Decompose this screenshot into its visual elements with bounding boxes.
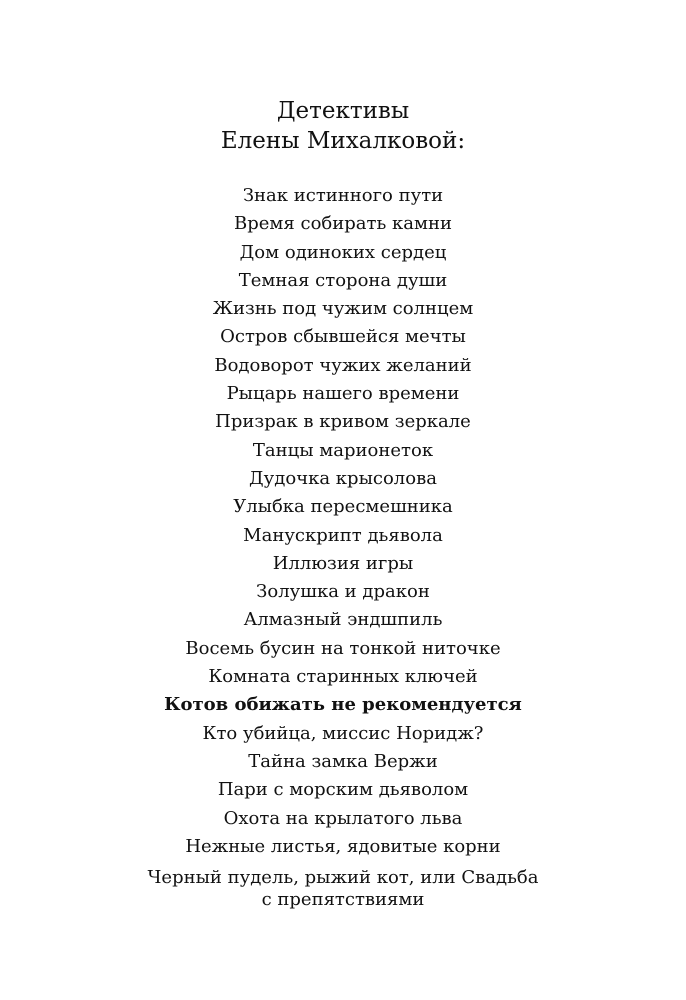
book-title: Призрак в кривом зеркале: [215, 411, 471, 433]
book-title: Котов обижать не рекомендуется: [164, 694, 522, 716]
book-title: Кто убийца, миссис Норидж?: [202, 722, 484, 744]
book-title: Комната старинных ключей: [208, 666, 478, 688]
book-title: Пари с морским дьяволом: [217, 779, 469, 801]
book-title-list: [0, 182, 686, 861]
page-heading: [0, 96, 686, 156]
book-title: Танцы марионеток: [252, 439, 434, 461]
book-title: Время собирать камни: [234, 213, 452, 235]
book-title: Дом одиноких сердец: [239, 241, 447, 263]
book-title-line-2: с препятствиями: [261, 889, 425, 910]
book-title: Остров сбывшейся мечты: [220, 326, 466, 348]
book-title: Знак истинного пути: [242, 185, 444, 206]
book-title-multiline: [0, 867, 686, 911]
book-title: Охота на крылатого льва: [223, 807, 463, 829]
book-title: Манускрипт дьявола: [243, 524, 443, 546]
book-title: Иллюзия игры: [272, 552, 414, 574]
book-title: Золушка и дракон: [256, 581, 430, 603]
book-title: Водоворот чужих желаний: [214, 354, 472, 376]
book-title: Темная сторона души: [238, 269, 448, 291]
heading-line-1: Детективы: [276, 98, 410, 124]
book-title: Восемь бусин на тонкой ниточке: [185, 637, 501, 659]
book-title: Рыцарь нашего времени: [226, 383, 460, 405]
book-title-line-1: Черный пудель, рыжий кот, или Свадьба: [147, 867, 539, 888]
book-title: Тайна замка Вержи: [248, 750, 438, 772]
book-title: Дудочка крысолова: [249, 467, 437, 489]
book-title: Улыбка пересмешника: [233, 496, 453, 518]
book-title: Нежные листья, ядовитые корни: [185, 835, 501, 857]
heading-line-2: Елены Михалковой:: [220, 128, 466, 154]
book-title: Жизнь под чужим солнцем: [212, 298, 474, 320]
book-title: Алмазный эндшпиль: [243, 609, 443, 631]
